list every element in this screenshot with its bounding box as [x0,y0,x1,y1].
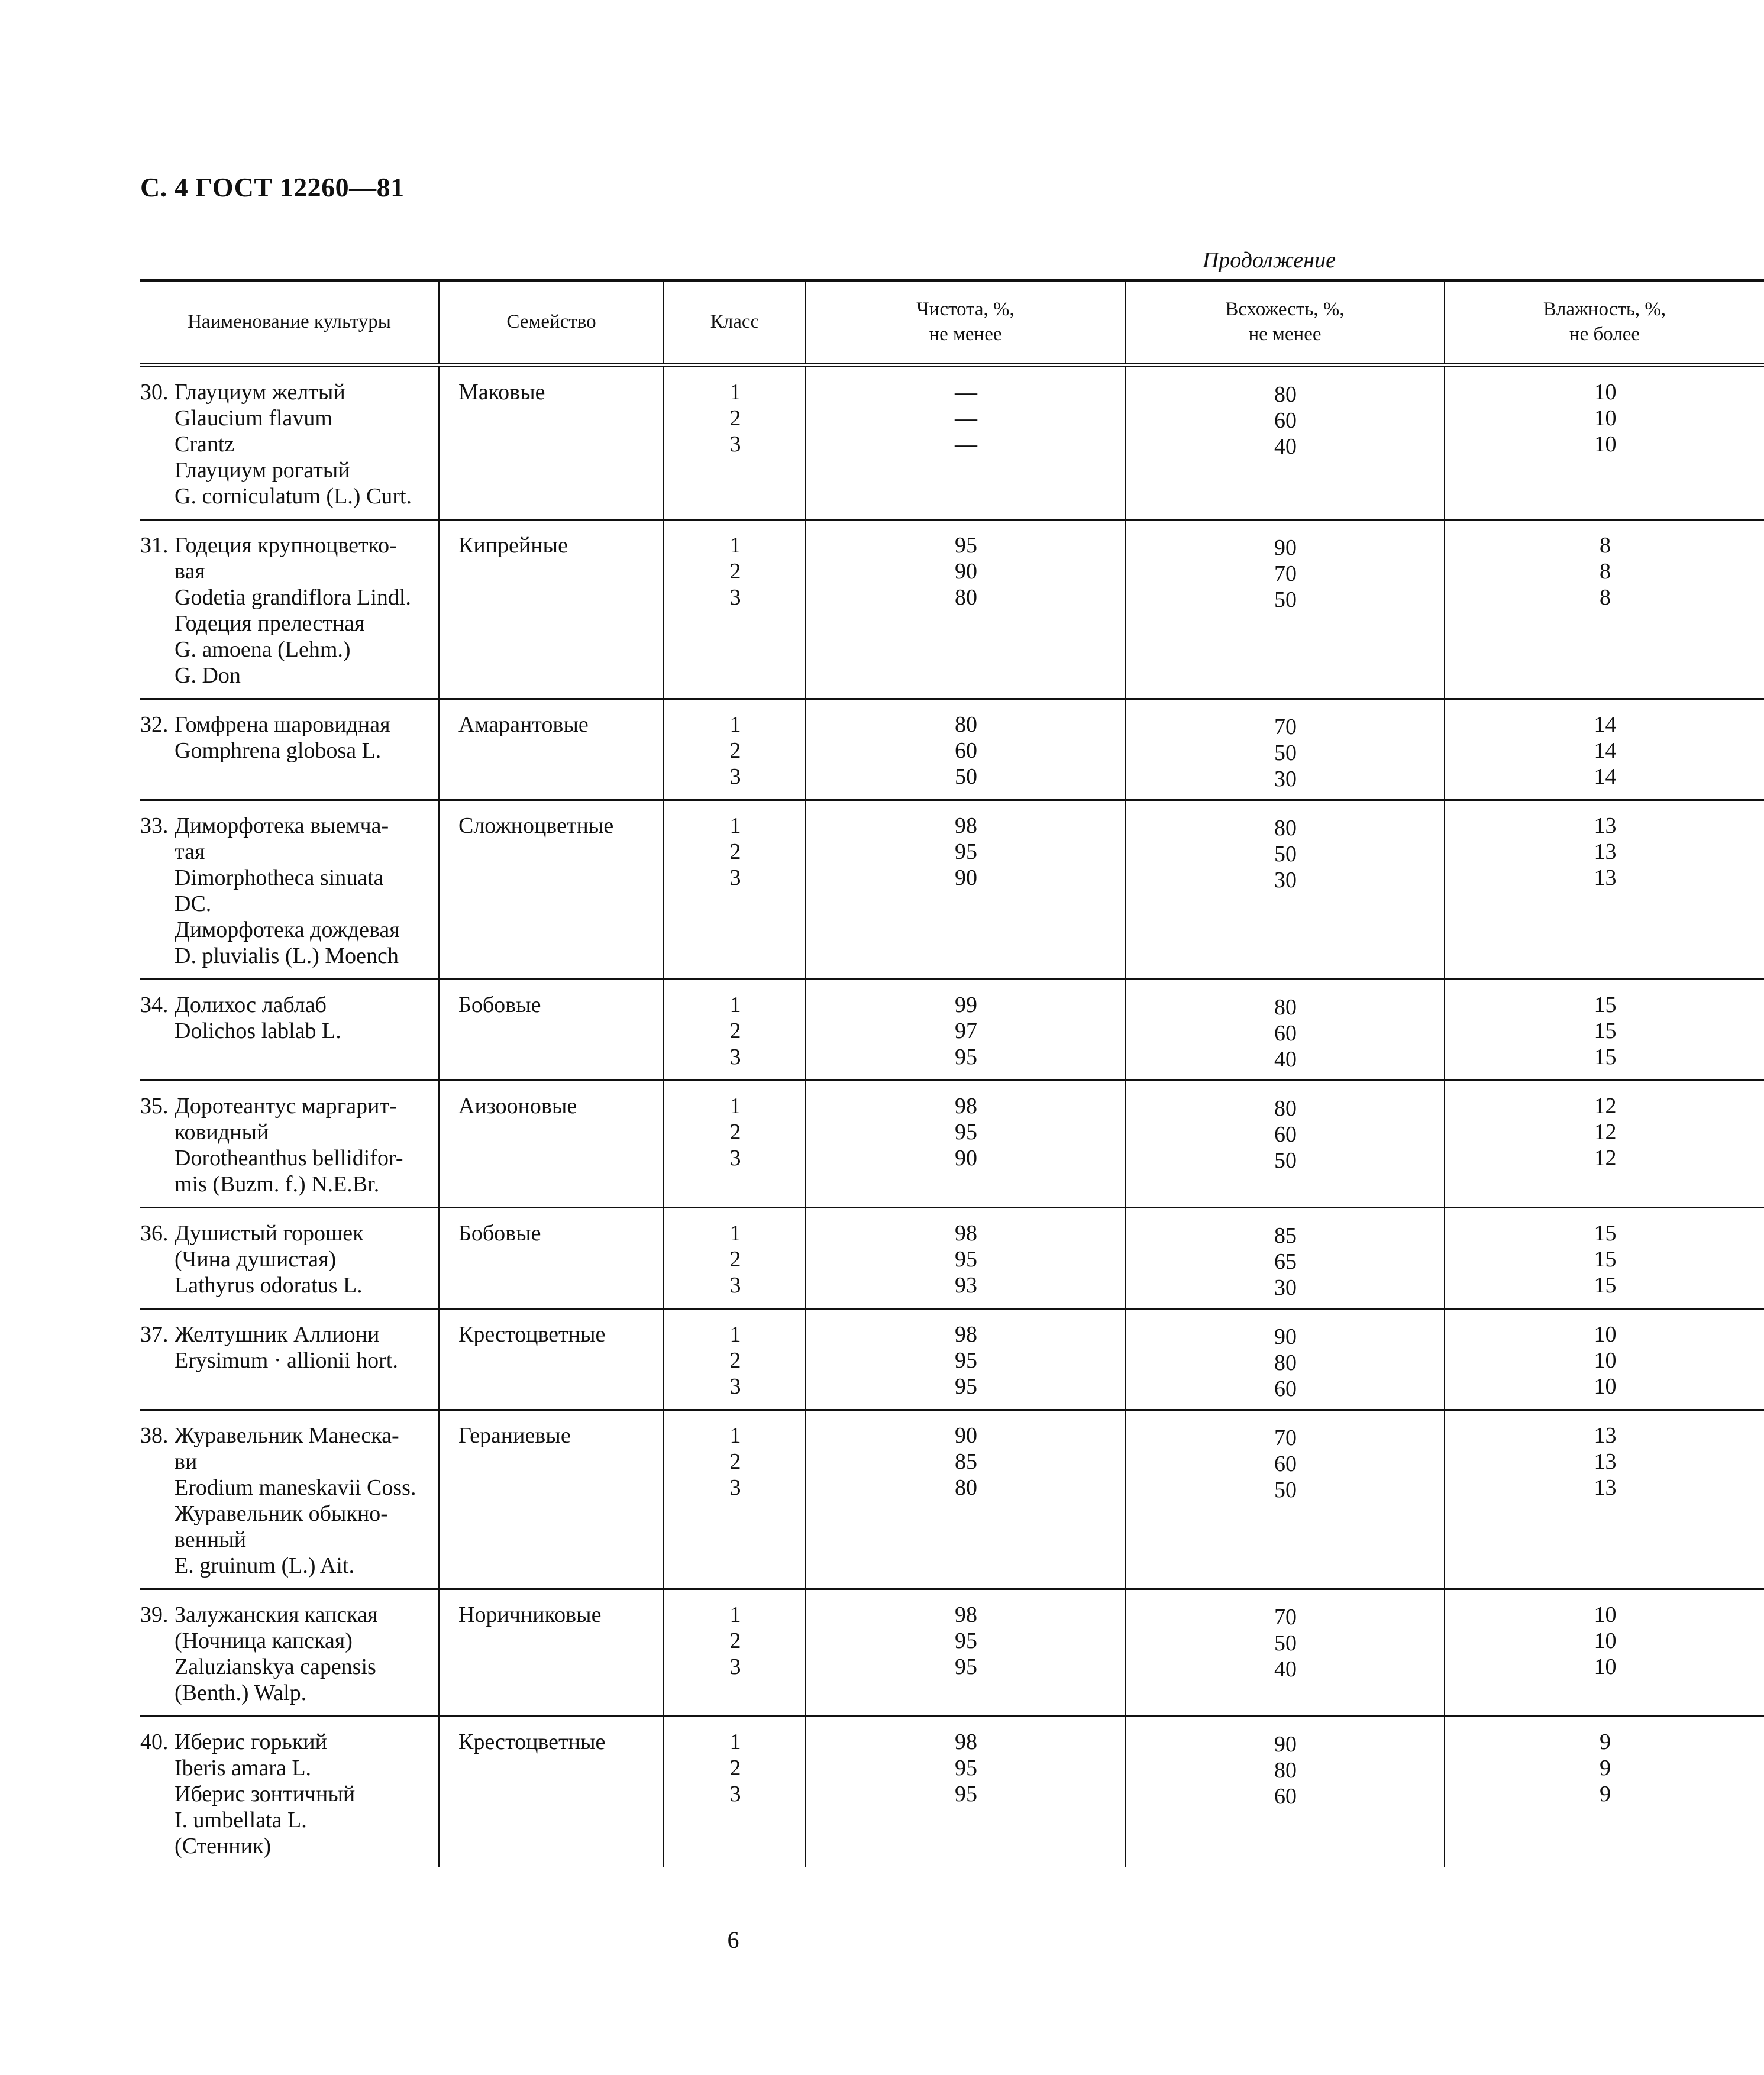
purity-value: 95 [955,1628,977,1653]
family-cell [439,800,664,980]
class-value: 3 [729,1146,741,1171]
moisture-value: 8 [1600,585,1611,610]
class-value: 2 [729,1628,741,1653]
class-cell [664,1410,806,1589]
class-cell [664,699,806,800]
class-value: 1 [729,993,741,1017]
germination-cell [1125,1410,1445,1589]
purity-cell [806,699,1125,800]
crop-name-line: Диморфотека выемча- [175,813,389,838]
germination-cell [1125,1208,1445,1309]
purity-value: 95 [955,1045,977,1069]
crop-number: 40. [140,1730,169,1754]
purity-value: 50 [955,764,977,789]
class-value: 1 [729,1423,741,1448]
class-value: 3 [729,1475,741,1500]
moisture-value: 13 [1594,1475,1617,1500]
class-value: 3 [729,1654,741,1679]
crop-name-line: Журавельник Манеска- [175,1423,399,1448]
germination-value: 40 [1274,434,1297,459]
crop-number: 31. [140,533,169,558]
family-name: Маковые [458,380,545,405]
crop-name-cell [140,1081,439,1208]
crop-name-line: Годеция прелестная [175,611,365,636]
moisture-cell [1445,1309,1764,1410]
purity-value: 95 [955,1374,977,1399]
purity-value: 98 [955,1094,977,1119]
purity-value: — [955,432,977,457]
moisture-cell [1445,366,1764,520]
moisture-value: 10 [1594,380,1617,405]
germination-value: 30 [1274,868,1297,893]
crop-name-line: Erodium maneskavii Coss. [175,1475,416,1500]
purity-value: 95 [955,839,977,864]
moisture-value: 13 [1594,1423,1617,1448]
crop-number: 34. [140,993,169,1017]
moisture-cell [1445,800,1764,980]
purity-value: 85 [955,1449,977,1474]
crop-name-line: Gomphrena globosa L. [175,738,382,763]
crop-name-line: I. umbellata L. [175,1808,307,1832]
germination-value: 65 [1274,1249,1297,1274]
crop-name-line: G. amoena (Lehm.) [175,637,351,662]
crop-name-line: тая [175,839,205,864]
class-value: 1 [729,1094,741,1119]
header-moisture: Влажность, %, не более [1445,280,1764,366]
crop-number: 35. [140,1094,169,1119]
crop-name-line: (Чина душистая) [175,1247,337,1272]
table-row [140,1589,1764,1717]
purity-cell [806,1717,1125,1868]
germination-cell [1125,980,1445,1081]
purity-value: 95 [955,1348,977,1373]
crop-name-cell [140,1410,439,1589]
crop-name-line: Lathyrus odoratus L. [175,1273,363,1298]
table-row [140,1410,1764,1589]
purity-value: — [955,406,977,431]
family-cell [439,980,664,1081]
crop-name-line: Доротеантус маргарит- [175,1094,397,1119]
crop-name-cell [140,1208,439,1309]
germination-value: 40 [1274,1047,1297,1072]
table-row [140,1717,1764,1868]
germination-value: 50 [1274,741,1297,765]
crop-name-line: Гомфрена шаровидная [175,712,390,737]
purity-value: 90 [955,559,977,584]
moisture-value: 9 [1600,1730,1611,1754]
moisture-cell [1445,1081,1764,1208]
class-value: 3 [729,1374,741,1399]
table-row [140,1309,1764,1410]
germination-value: 80 [1274,1096,1297,1121]
family-name: Гераниевые [458,1423,571,1448]
germination-value: 50 [1274,1631,1297,1656]
family-cell [439,1081,664,1208]
germination-value: 30 [1274,1275,1297,1300]
crop-name-cell [140,699,439,800]
purity-value: 97 [955,1019,977,1043]
class-value: 2 [729,559,741,584]
crop-name-line: Crantz [175,432,235,457]
class-value: 2 [729,1348,741,1373]
germination-value: 80 [1274,1350,1297,1375]
moisture-value: 15 [1594,993,1617,1017]
crop-number: 36. [140,1221,169,1246]
crop-name-cell [140,1717,439,1868]
family-cell [439,366,664,520]
crop-name-line: Zaluzianskya capensis [175,1654,376,1679]
moisture-value: 12 [1594,1120,1617,1145]
table-row [140,980,1764,1081]
class-value: 2 [729,1247,741,1272]
crop-name-line: Иберис горький [175,1730,327,1754]
purity-value: 95 [955,533,977,558]
germination-value: 70 [1274,1426,1297,1450]
class-cell [664,980,806,1081]
family-cell [439,1309,664,1410]
germination-cell [1125,699,1445,800]
moisture-value: 10 [1594,1348,1617,1373]
crop-name-cell [140,1589,439,1717]
germination-value: 80 [1274,382,1297,407]
germination-value: 60 [1274,1122,1297,1147]
class-value: 3 [729,865,741,890]
crop-name-cell [140,800,439,980]
class-value: 1 [729,1221,741,1246]
moisture-cell [1445,980,1764,1081]
class-value: 3 [729,1045,741,1069]
crop-name-line: Диморфотека дождевая [175,917,400,942]
purity-value: 98 [955,813,977,838]
purity-value: 80 [955,585,977,610]
class-value: 2 [729,738,741,763]
crop-name-line: Dolichos lablab L. [175,1019,341,1043]
purity-value: 95 [955,1756,977,1780]
purity-cell [806,1309,1125,1410]
moisture-cell [1445,1717,1764,1868]
purity-value: 98 [955,1221,977,1246]
moisture-value: 10 [1594,1374,1617,1399]
class-value: 3 [729,585,741,610]
crop-number: 30. [140,380,169,405]
crop-name-line: Dorotheanthus bellidifor- [175,1146,403,1171]
purity-value: 98 [955,1322,977,1347]
class-cell [664,1208,806,1309]
class-cell [664,800,806,980]
table-header-row [140,280,1764,366]
class-value: 2 [729,406,741,431]
table-row [140,520,1764,699]
class-value: 2 [729,1449,741,1474]
germination-cell [1125,1081,1445,1208]
class-value: 2 [729,1019,741,1043]
purity-cell [806,1410,1125,1589]
family-cell [439,699,664,800]
moisture-value: 9 [1600,1756,1611,1780]
crop-name-line: Iberis amara L. [175,1756,312,1780]
germination-value: 60 [1274,408,1297,433]
crop-name-cell [140,520,439,699]
purity-value: 90 [955,1423,977,1448]
crop-name-line: Glaucium flavum [175,406,332,431]
moisture-value: 12 [1594,1146,1617,1171]
moisture-value: 9 [1600,1782,1611,1806]
family-cell [439,1410,664,1589]
class-cell [664,366,806,520]
germination-value: 85 [1274,1223,1297,1248]
germination-value: 50 [1274,842,1297,867]
class-cell [664,1589,806,1717]
class-value: 2 [729,1756,741,1780]
germination-cell [1125,366,1445,520]
moisture-cell [1445,520,1764,699]
moisture-value: 15 [1594,1221,1617,1246]
germination-value: 90 [1274,535,1297,560]
moisture-value: 10 [1594,1322,1617,1347]
germination-value: 70 [1274,715,1297,739]
crop-name-line: DC. [175,891,212,916]
germination-value: 60 [1274,1784,1297,1809]
table-row [140,800,1764,980]
crop-name-line: (Benth.) Walp. [175,1680,307,1705]
class-value: 3 [729,764,741,789]
germination-value: 60 [1274,1376,1297,1401]
family-name: Кипрейные [458,533,568,558]
crop-name-line: Godetia grandiflora Lindl. [175,585,411,610]
germination-cell [1125,1589,1445,1717]
table-body [140,366,1764,1868]
page-header: С. 4 ГОСТ 12260—81 [140,172,405,202]
family-cell [439,1717,664,1868]
purity-value: 90 [955,865,977,890]
crop-name-line: G. Don [175,663,241,688]
crop-name-line: ви [175,1449,198,1474]
moisture-value: 10 [1594,1628,1617,1653]
table-row [140,366,1764,520]
family-name: Бобовые [458,993,541,1017]
class-cell [664,1717,806,1868]
moisture-value: 15 [1594,1045,1617,1069]
moisture-value: 14 [1594,764,1617,789]
crop-name-line: Долихос лаблаб [175,993,327,1017]
germination-cell [1125,1309,1445,1410]
moisture-value: 14 [1594,712,1617,737]
germination-value: 70 [1274,1605,1297,1630]
germination-value: 40 [1274,1657,1297,1682]
purity-value: 80 [955,1475,977,1500]
class-value: 1 [729,533,741,558]
crop-name-cell [140,366,439,520]
moisture-value: 13 [1594,839,1617,864]
header-purity: Чистота, %, не менее [806,280,1125,366]
germination-value: 60 [1274,1021,1297,1046]
crop-number: 39. [140,1602,169,1627]
purity-value: 95 [955,1247,977,1272]
class-value: 1 [729,813,741,838]
crop-name-line: (Ночница капская) [175,1628,353,1653]
crop-name-line: G. corniculatum (L.) Curt. [175,484,412,509]
crop-name-line: Erysimum · allionii hort. [175,1348,398,1373]
family-name: Бобовые [458,1221,541,1246]
class-value: 3 [729,1273,741,1298]
moisture-value: 13 [1594,813,1617,838]
class-value: 1 [729,712,741,737]
moisture-cell [1445,1208,1764,1309]
crop-name-line: ковидный [175,1120,269,1145]
class-value: 1 [729,1322,741,1347]
crop-name-line: Годеция крупноцветко- [175,533,397,558]
crop-name-line: вая [175,559,205,584]
crop-name-cell [140,980,439,1081]
germination-cell [1125,520,1445,699]
purity-value: 95 [955,1782,977,1806]
purity-value: 80 [955,712,977,737]
moisture-value: 10 [1594,1602,1617,1627]
germination-value: 60 [1274,1452,1297,1476]
header-class: Класс [664,280,806,366]
germination-value: 30 [1274,767,1297,791]
seed-quality-table [140,279,1764,1867]
crop-number: 33. [140,813,169,838]
family-name: Аизооновые [458,1094,577,1119]
germination-value: 50 [1274,1478,1297,1502]
continuation-label: Продолжение [1202,248,1336,273]
crop-name-line: Желтушник Аллиони [175,1322,380,1347]
purity-value: 90 [955,1146,977,1171]
moisture-value: 8 [1600,533,1611,558]
purity-cell [806,980,1125,1081]
class-cell [664,1309,806,1410]
table-row [140,1208,1764,1309]
family-name: Крестоцветные [458,1730,606,1754]
moisture-value: 13 [1594,1449,1617,1474]
germination-value: 70 [1274,561,1297,586]
crop-number: 32. [140,712,169,737]
moisture-value: 10 [1594,406,1617,431]
family-name: Сложноцветные [458,813,614,838]
family-cell [439,520,664,699]
crop-name-line: Глауциум рогатый [175,458,350,483]
crop-number: 38. [140,1423,169,1448]
purity-value: 99 [955,993,977,1017]
moisture-value: 8 [1600,559,1611,584]
crop-name-line: (Стенник) [175,1834,272,1859]
purity-value: 93 [955,1273,977,1298]
crop-name-line: Залужанския капская [175,1602,378,1627]
family-cell [439,1208,664,1309]
crop-name-line: D. pluvialis (L.) Moench [175,943,399,968]
table-row [140,1081,1764,1208]
crop-name-line: Душистый горошек [175,1221,364,1246]
germination-value: 90 [1274,1732,1297,1757]
moisture-value: 12 [1594,1094,1617,1119]
family-name: Норичниковые [458,1602,602,1627]
class-cell [664,1081,806,1208]
purity-cell [806,1208,1125,1309]
germination-cell [1125,1717,1445,1868]
crop-number: 37. [140,1322,169,1347]
header-name: Наименование культуры [140,280,439,366]
moisture-value: 10 [1594,1654,1617,1679]
family-name: Амарантовые [458,712,589,737]
table-row [140,699,1764,800]
header-germination: Всхожесть, %, не менее [1125,280,1445,366]
purity-cell [806,1081,1125,1208]
purity-cell [806,800,1125,980]
crop-name-line: Глауциум желтый [175,380,345,405]
crop-name-line: венный [175,1527,247,1552]
germination-value: 90 [1274,1324,1297,1349]
moisture-value: 15 [1594,1247,1617,1272]
moisture-value: 15 [1594,1273,1617,1298]
germination-value: 80 [1274,816,1297,841]
class-value: 1 [729,380,741,405]
moisture-cell [1445,1410,1764,1589]
purity-cell [806,1589,1125,1717]
germination-cell [1125,800,1445,980]
family-cell [439,1589,664,1717]
class-value: 2 [729,1120,741,1145]
moisture-value: 15 [1594,1019,1617,1043]
purity-cell [806,366,1125,520]
moisture-value: 14 [1594,738,1617,763]
moisture-cell [1445,699,1764,800]
family-name: Крестоцветные [458,1322,606,1347]
crop-name-cell [140,1309,439,1410]
purity-value: 95 [955,1120,977,1145]
moisture-cell [1445,1589,1764,1717]
germination-value: 80 [1274,1758,1297,1783]
purity-value: 60 [955,738,977,763]
germination-value: 50 [1274,1148,1297,1173]
moisture-value: 13 [1594,865,1617,890]
purity-value: — [955,380,977,405]
header-family: Семейство [439,280,664,366]
crop-name-line: Dimorphotheca sinuata [175,865,384,890]
purity-value: 98 [955,1602,977,1627]
purity-value: 98 [955,1730,977,1754]
class-value: 2 [729,839,741,864]
class-value: 3 [729,432,741,457]
moisture-value: 10 [1594,432,1617,457]
page-number: 6 [727,1927,739,1953]
class-value: 1 [729,1730,741,1754]
purity-cell [806,520,1125,699]
crop-name-line: Журавельник обыкно- [175,1501,388,1526]
crop-name-line: mis (Buzm. f.) N.E.Br. [175,1172,380,1197]
purity-value: 95 [955,1654,977,1679]
crop-name-line: Иберис зонтичный [175,1782,356,1806]
germination-value: 50 [1274,587,1297,612]
class-cell [664,520,806,699]
class-value: 3 [729,1782,741,1806]
germination-value: 80 [1274,995,1297,1020]
class-value: 1 [729,1602,741,1627]
crop-name-line: E. gruinum (L.) Ait. [175,1553,354,1578]
